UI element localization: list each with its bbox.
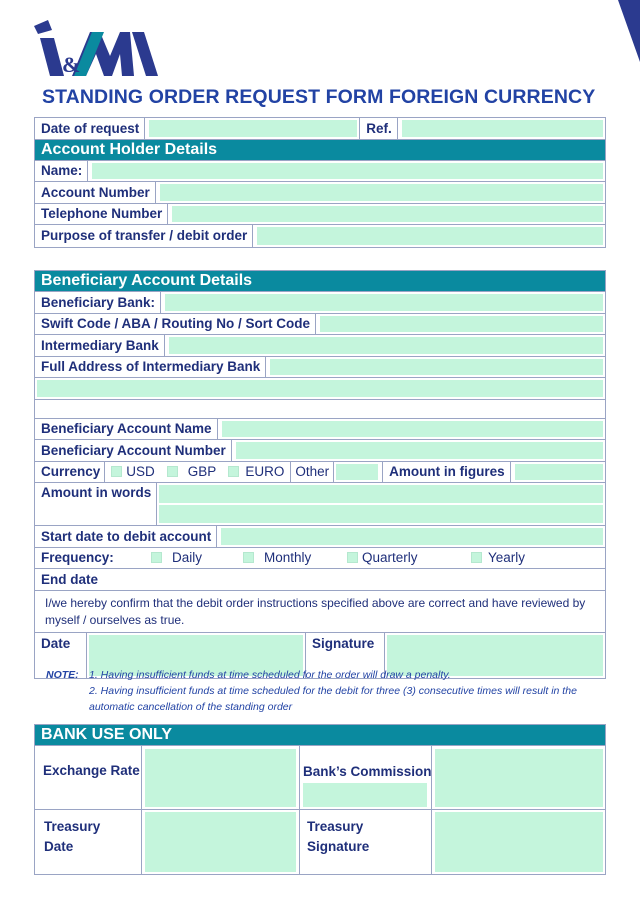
name-field[interactable]: [92, 163, 603, 180]
beneficiary-account-name-row: [35, 419, 605, 441]
amount-figures-field[interactable]: [515, 464, 603, 481]
intermediary-address-field[interactable]: [270, 359, 603, 376]
intermediary-row: [35, 335, 605, 357]
treasury-date-label: [44, 817, 100, 857]
frequency-option-daily[interactable]: [151, 548, 243, 569]
name-row: [35, 161, 605, 183]
account-holder-section: [34, 117, 606, 248]
checkbox-daily[interactable]: [151, 552, 162, 563]
frequency-monthly-label: Monthly: [264, 550, 312, 566]
frequency-option-quarterly[interactable]: [347, 548, 471, 569]
note-label: NOTE:: [46, 669, 79, 681]
intermediary-address-label: Full Address of Intermediary Bank: [35, 357, 266, 378]
amount-words-label: Amount in words: [35, 483, 157, 525]
frequency-quarterly-label: Quarterly: [362, 550, 418, 566]
frequency-label: Frequency:: [41, 550, 114, 566]
end-date-row: [35, 569, 605, 591]
ref-label: Ref.: [359, 118, 398, 139]
confirmation-text: I/we hereby confirm that the debit order instructions specified above are correct and have reviewed by myself / ourselves as true.: [45, 595, 586, 627]
name-label: Name:: [35, 161, 88, 182]
beneficiary-account-number-field[interactable]: [236, 442, 603, 459]
exchange-rate-label: Exchange Rate: [43, 763, 140, 778]
telephone-field[interactable]: [172, 206, 603, 223]
amount-figures-label: Amount in figures: [382, 462, 511, 483]
frequency-option-yearly[interactable]: [471, 548, 525, 569]
amount-words-row: [35, 483, 605, 526]
note-line-1: 1. Having insufficient funds at time scheduled for the order will draw a penalty.: [89, 669, 451, 681]
currency-usd-label: USD: [126, 464, 155, 480]
frequency-yearly-label: Yearly: [488, 550, 526, 566]
start-date-field[interactable]: [221, 528, 603, 545]
account-number-field[interactable]: [160, 184, 603, 201]
checkbox-gbp[interactable]: [167, 466, 178, 477]
bank-use-heading: BANK USE ONLY: [35, 725, 605, 746]
beneficiary-account-number-row: [35, 440, 605, 462]
frequency-option-monthly[interactable]: [243, 548, 347, 569]
beneficiary-account-name-label: Beneficiary Account Name: [35, 419, 218, 440]
signature-label: Signature: [305, 633, 385, 678]
frequency-row: [35, 548, 605, 570]
currency-euro-label: EURO: [245, 464, 285, 480]
purpose-label: Purpose of transfer / debit order: [35, 225, 253, 247]
treasury-signature-field[interactable]: [435, 812, 603, 872]
beneficiary-bank-field[interactable]: [165, 294, 603, 311]
amount-words-field-1[interactable]: [159, 485, 603, 503]
ref-field[interactable]: [402, 120, 603, 137]
treasury-date-label-line1: Treasury: [44, 819, 101, 834]
date-of-request-field[interactable]: [149, 120, 357, 137]
currency-gbp-label: GBP: [187, 464, 217, 480]
swift-row: [35, 314, 605, 336]
amount-words-field-2[interactable]: [159, 505, 603, 523]
currency-other-field[interactable]: [336, 464, 378, 481]
date-of-request-row: [35, 118, 605, 140]
beneficiary-bank-row: [35, 292, 605, 314]
purpose-field[interactable]: [257, 227, 603, 245]
treasury-signature-label-line1: Treasury: [307, 819, 364, 834]
currency-option-gbp[interactable]: [155, 462, 217, 483]
checkbox-euro[interactable]: [228, 466, 239, 477]
exchange-rate-field[interactable]: [145, 749, 296, 807]
beneficiary-account-number-label: Beneficiary Account Number: [35, 440, 232, 461]
telephone-label: Telephone Number: [35, 204, 168, 225]
swift-field[interactable]: [320, 316, 603, 333]
currency-option-usd[interactable]: [105, 462, 155, 483]
checkbox-quarterly[interactable]: [347, 552, 358, 563]
swift-label: Swift Code / ABA / Routing No / Sort Code: [35, 314, 316, 335]
form-title: STANDING ORDER REQUEST FORM FOREIGN CURRENCY: [42, 86, 596, 108]
intermediary-label: Intermediary Bank: [35, 335, 165, 356]
intermediary-address-field-2[interactable]: [37, 380, 603, 397]
spacer-row: [35, 400, 605, 419]
end-date-label: End date: [41, 571, 99, 587]
intermediary-field[interactable]: [169, 337, 603, 354]
start-date-label: Start date to debit account: [35, 526, 217, 547]
bank-use-section: [34, 724, 606, 875]
logo: [34, 20, 158, 78]
currency-label: Currency: [35, 462, 105, 483]
note-line-2: 2. Having insufficient funds at time scheduled for the debit for three (3) consecutive times will result in the: [89, 685, 577, 697]
beneficiary-bank-label: Beneficiary Bank:: [35, 292, 161, 313]
confirmation-row: [35, 591, 605, 633]
account-number-label: Account Number: [35, 182, 156, 203]
logo-ampersand: &: [62, 52, 81, 77]
corner-decoration: [600, 0, 640, 62]
intermediary-address-row: [35, 357, 605, 379]
date-label: Date: [35, 633, 87, 678]
treasury-signature-label-line2: Signature: [307, 839, 370, 854]
purpose-row: [35, 225, 605, 247]
beneficiary-heading: Beneficiary Account Details: [35, 271, 605, 292]
account-holder-heading: Account Holder Details: [35, 140, 605, 161]
bank-commission-label: Bank’s Commission: [303, 764, 432, 779]
treasury-date-field[interactable]: [145, 812, 296, 872]
currency-other-label: Other: [291, 462, 334, 483]
currency-option-euro[interactable]: [216, 462, 291, 483]
beneficiary-section: [34, 270, 606, 679]
frequency-daily-label: Daily: [172, 550, 203, 566]
bank-commission-field[interactable]: [435, 749, 603, 807]
start-date-row: [35, 526, 605, 548]
currency-row: [35, 462, 605, 484]
bank-commission-field-small[interactable]: [303, 783, 427, 807]
note-line-3: automatic cancellation of the standing order: [89, 701, 293, 713]
beneficiary-account-name-field[interactable]: [222, 421, 603, 438]
treasury-signature-label: [307, 817, 369, 857]
date-of-request-label: Date of request: [35, 118, 145, 139]
intermediary-address-row-2: [35, 378, 605, 400]
treasury-date-label-line2: Date: [44, 839, 74, 854]
checkbox-usd[interactable]: [111, 466, 122, 477]
checkbox-yearly[interactable]: [471, 552, 482, 563]
telephone-row: [35, 204, 605, 226]
checkbox-monthly[interactable]: [243, 552, 254, 563]
account-number-row: [35, 182, 605, 204]
